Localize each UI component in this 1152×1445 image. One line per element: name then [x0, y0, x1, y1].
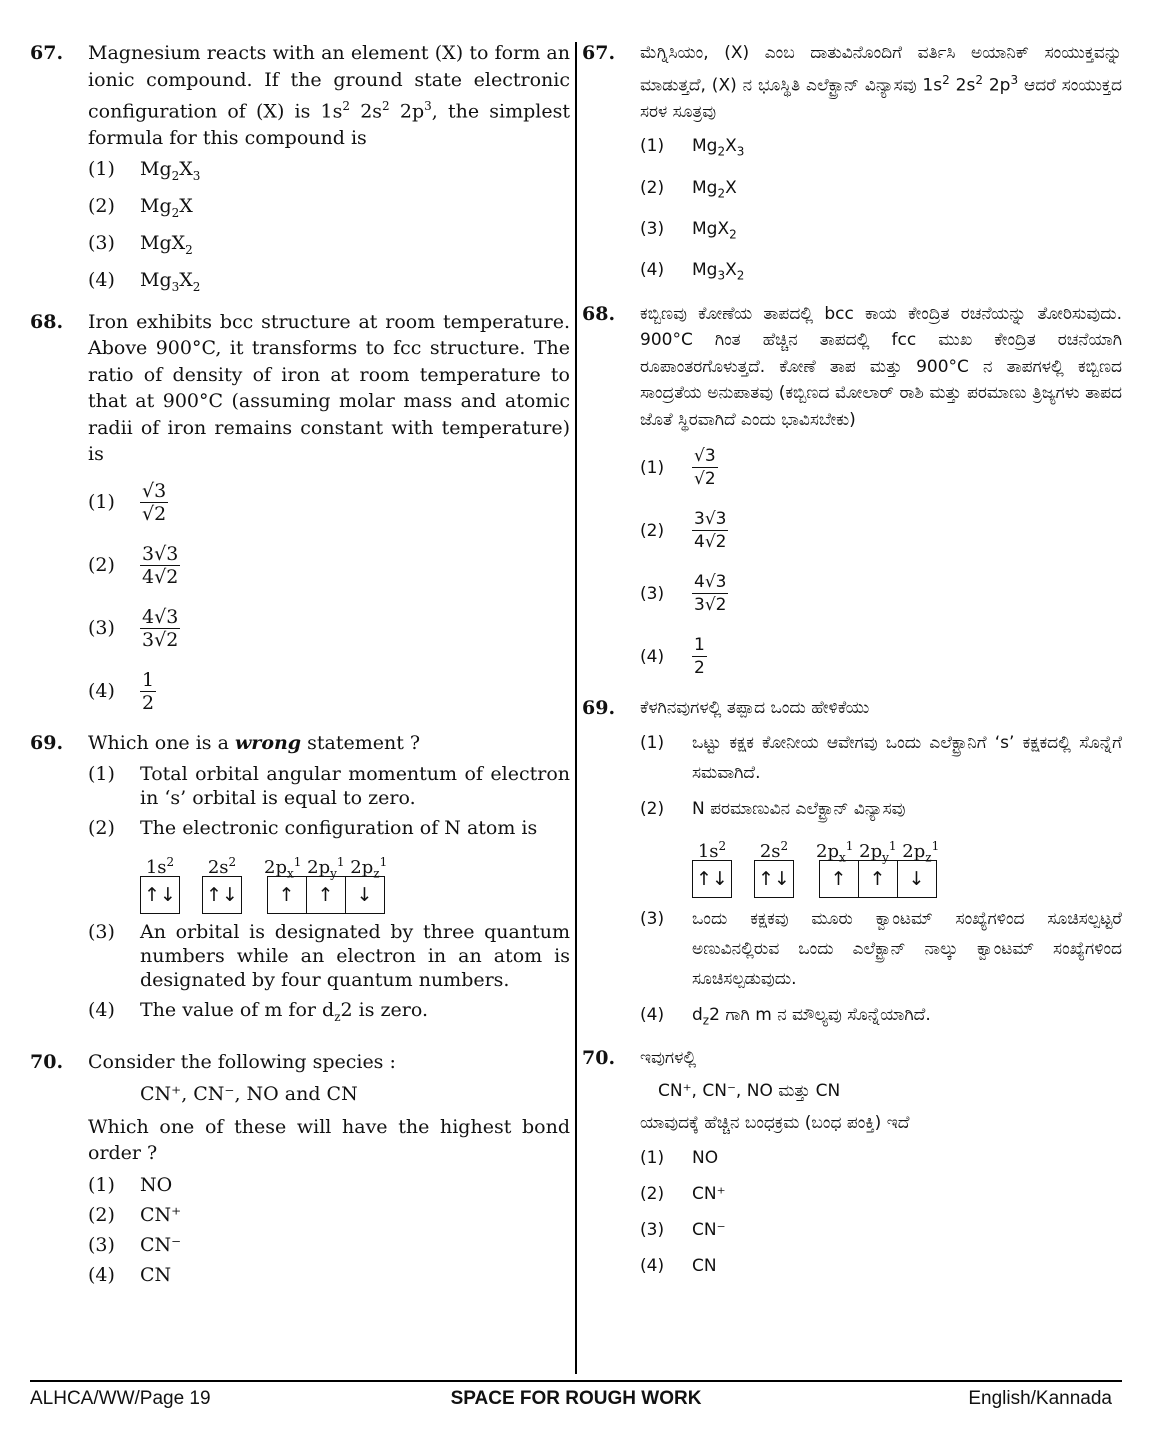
option-4: (4) $\frac{1}{2}$ — [88, 668, 155, 714]
kannada-column — [582, 40, 1122, 1291]
question-stem: ಕೆಳಗಿನವುಗಳಲ್ಲಿ ತಪ್ಪಾದ ಒಂದು ಹೇಳಿಕೆಯು — [640, 698, 870, 719]
option-2: (2) N ಪರಮಾಣುವಿನ ಎಲೆಕ್ಟ್ರಾನ್ ವಿನ್ಯಾಸವು $1s^2$ ↑↓ $2s^2$ ↑↓ $2p_x^1$ $2p_y^1$ $2p_z^1$ ↑ ↑ ↓ — [640, 794, 1122, 898]
option-3: (3) $\frac{4√3}{3√2}$ — [88, 605, 179, 651]
question-stem: Which one is a wrong statement ? — [88, 731, 421, 754]
fraction: $\frac{3√3}{4√2}$ — [694, 509, 727, 553]
question-number: 69. — [30, 731, 64, 754]
fraction: $\frac{√3}{√2}$ — [142, 479, 167, 525]
question-stem-2: Which one of these will have the highest bond order ? — [88, 1115, 570, 1165]
option-4: (4) The value of m for $d_z2$ is zero. — [88, 999, 428, 1024]
option-2: (2) $\frac{3√3}{4√2}$ — [640, 509, 727, 553]
option-1: (1) $\frac{√3}{√2}$ — [640, 446, 716, 490]
column-divider — [575, 42, 577, 1374]
species-list: CN⁺, CN⁻, NO ಮತ್ತು CN — [658, 1080, 841, 1101]
footer-rule — [30, 1380, 1122, 1382]
option-2: (2) $Mg_2X$ — [88, 195, 193, 220]
option-3: (3) MgX$_2$ — [640, 218, 737, 242]
fraction: $\frac{√3}{√2}$ — [694, 446, 716, 490]
option-1: (1) $\frac{√3}{√2}$ — [88, 479, 167, 525]
question-number: 68. — [30, 310, 64, 333]
question-number: 68. — [582, 302, 616, 325]
option-2: (2) $\frac{3√3}{4√2}$ — [88, 542, 179, 588]
question-70-kannada — [582, 1045, 1122, 1281]
fraction: $\frac{4√3}{3√2}$ — [694, 572, 727, 616]
option-1: (1) ಒಟ್ಟು ಕಕ್ಷಕ ಕೋನೀಯ ಆವೇಗವು ಒಂದು ಎಲೆಕ್ಟ್ರಾನಿಗೆ ‘s’ ಕಕ್ಷಕದಲ್ಲಿ ಸೊನ್ನೆಗೆ ಸಮವಾಗಿದೆ. — [640, 732, 1122, 783]
question-stem: Magnesium reacts with an element (X) to form an ionic compound. If the ground state electronic configuration of (X) is $1s^2$ $2s^2$ $2p^3$, the simplest formula for this compound is — [88, 42, 570, 149]
question-67 — [30, 40, 570, 299]
option-3: (3) CN⁻ — [88, 1233, 182, 1256]
fraction: $\frac{4√3}{3√2}$ — [142, 605, 179, 651]
question-stem: ಕಬ್ಬಿಣವು ಕೋಣೆಯ ತಾಪದಲ್ಲಿ bcc ಕಾಯ ಕೇಂದ್ರಿತ ರಚನೆಯನ್ನು ತೋರಿಸುವುದು. 900°C ಗಿಂತ ಹೆಚ್ಚಿನ ತಾಪದಲ್ಲಿ fcc ಮುಖ ಕೇಂದ್ರಿತ ರಚನೆಯಾಗಿ ರೂಪಾಂತರಗೊಳುತ್ತದೆ. ಕೋಣೆ ತಾಪ ಮತ್ತು 900°C ನ ತಾಪಗಳಲ್ಲಿ ಕಬ್ಬಿಣದ ಸಾಂದ್ರತೆಯ ಅನುಪಾತವು (ಕಬ್ಬಿಣದ ಮೋಲಾರ್ ರಾಶಿ ಮತ್ತು ಪರಮಾಣು ತ್ರಿಜ್ಯಗಳು ತಾಪದ ಜೊತೆ ಸ್ಥಿರವಾಗಿದೆ ಎಂದು ಭಾವಿಸಬೇಕು) — [640, 303, 1122, 430]
language-label: English/Kannada — [968, 1388, 1112, 1409]
question-69-kannada — [582, 695, 1122, 1035]
orbital-diagram: $1s^2$ ↑↓ $2s^2$ ↑↓ $2p_x^1$ $2p_y^1$ $2p_z^1$ ↑ ↑ ↓ — [140, 850, 570, 914]
option-2: (2) $Mg_2X$ — [640, 177, 737, 200]
option-3: (3) An orbital is designated by three quantum numbers while an electron in an atom is designated by four quantum numbers. — [88, 921, 570, 992]
question-stem: ಇವುಗಳಲ್ಲಿ — [640, 1048, 697, 1069]
question-number: 70. — [30, 1050, 64, 1073]
option-3: (3) CN⁻ — [640, 1219, 726, 1240]
option-3: (3) ಒಂದು ಕಕ್ಷಕವು ಮೂರು ಕ್ವಾಂಟಮ್ ಸಂಖ್ಯೆಗಳಿಂದ ಸೂಚಿಸಲ್ಪಟ್ಟರೆ ಅಣುವಿನಲ್ಲಿರುವ ಒಂದು ಎಲೆಕ್ಟ್ರಾನ್ ನಾಲ್ಕು ಕ್ವಾಂಟಮ್ ಸಂಖ್ಯೆಗಳಿಂದ ಸೂಚಿಸಲ್ಪಡುವುದು. — [640, 908, 1122, 989]
page-id: ALHCA/WW/Page 19 — [30, 1388, 211, 1409]
option-1: (1) Total orbital angular momentum of electron in ‘s’ orbital is equal to zero. — [88, 763, 570, 810]
option-4: (4) $Mg_3X_2$ — [640, 260, 745, 283]
question-number: 69. — [582, 697, 616, 720]
question-69 — [30, 730, 570, 1029]
question-stem-2: ಯಾವುದಕ್ಕೆ ಹೆಚ್ಚಿನ ಬಂಧಕ್ರಮ (ಬಂಧ ಪಂಕ್ತಿ) ಇದೆ — [640, 1113, 910, 1134]
question-stem: Consider the following species : — [88, 1050, 396, 1073]
fraction: $\frac{1}{2}$ — [694, 635, 705, 679]
option-4: (4) CN — [88, 1263, 172, 1286]
question-number: 67. — [582, 42, 616, 64]
option-1: (1) NO — [88, 1173, 173, 1196]
species-list: CN⁺, CN⁻, NO and CN — [140, 1083, 358, 1106]
question-number: 70. — [582, 1047, 616, 1070]
question-stem: ಮೆಗ್ನಿಸಿಯಂ, (X) ಎಂಬ ದಾತುವಿನೊಂದಿಗೆ ವರ್ತಿಸಿ ಅಯಾನಿಕ್ ಸಂಯುಕ್ತವನ್ನು ಮಾಡುತ್ತದೆ, (X) ನ ಭೂಸ್ಥಿತಿ ಎಲೆಕ್ಟ್ರಾನ್ ವಿನ್ಯಾಸವು $1s^2$ $2s^2$ $2p^3$ ಆದರೆ ಸಂಯುಕ್ತದ ಸರಳ ಸೂತ್ರವು — [640, 43, 1122, 122]
option-3: (3) MgX$_2$ — [88, 231, 193, 257]
option-2: (2) CN⁺ — [88, 1203, 182, 1226]
question-68 — [30, 309, 570, 720]
option-4: (4) $Mg_3X_2$ — [88, 268, 201, 294]
option-1: (1) $Mg_2X_3$ — [88, 158, 201, 184]
question-68-kannada — [582, 301, 1122, 686]
option-2: (2) The electronic configuration of N atom is $1s^2$ ↑↓ $2s^2$ ↑↓ $2p_x^1$ $2p_y^1$ $2p_z^1$ ↑ ↑ ↓ — [88, 816, 570, 914]
option-1: (1) NO — [640, 1147, 719, 1168]
rough-work-label: SPACE FOR ROUGH WORK — [450, 1388, 702, 1409]
option-2: (2) CN⁺ — [640, 1183, 726, 1204]
option-3: (3) $\frac{4√3}{3√2}$ — [640, 572, 727, 616]
fraction: $\frac{3√3}{4√2}$ — [142, 542, 179, 588]
question-70 — [30, 1049, 570, 1287]
option-4: (4) CN — [640, 1255, 717, 1276]
english-column — [30, 40, 570, 1297]
fraction: $\frac{1}{2}$ — [142, 668, 155, 714]
option-1: (1) $Mg_2X_3$ — [640, 136, 745, 159]
option-4: (4) $d_z2$ ಗಾಗಿ m ನ ಮೌಲ್ಯವು ಸೊನ್ನೆಯಾಗಿದೆ. — [640, 1004, 931, 1028]
question-stem: Iron exhibits bcc structure at room temperature. Above 900°C, it transforms to fcc structure. The ratio of density of iron at room temperature to that at 900°C (assuming molar mass and atomic radii of iron remains constant with temperature) is — [88, 310, 570, 466]
orbital-diagram: $1s^2$ ↑↓ $2s^2$ ↑↓ $2p_x^1$ $2p_y^1$ $2p_z^1$ ↑ ↑ ↓ — [692, 834, 1122, 898]
question-number: 67. — [30, 42, 64, 64]
option-4: (4) $\frac{1}{2}$ — [640, 635, 705, 679]
question-67-kannada — [582, 40, 1122, 291]
